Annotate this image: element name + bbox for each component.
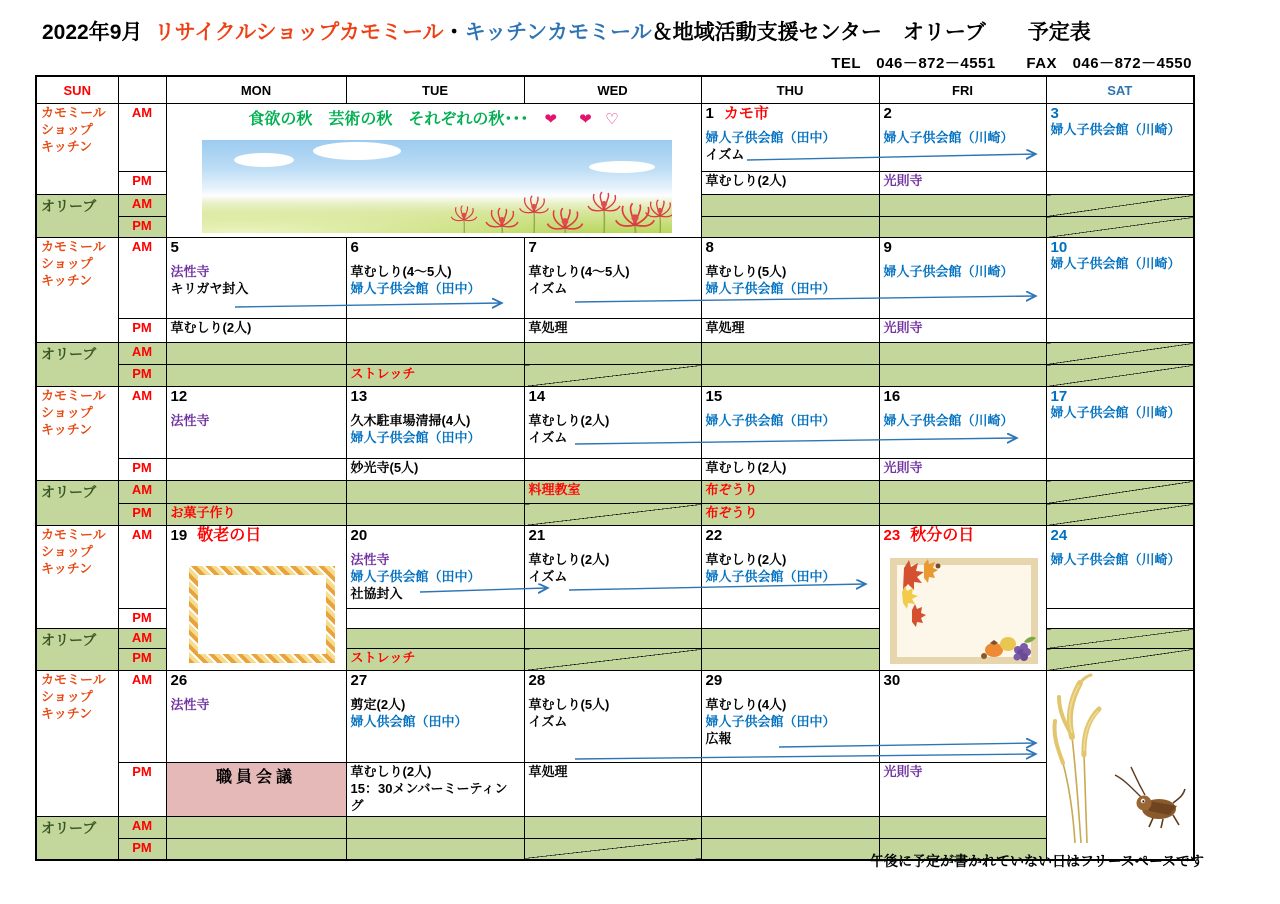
schedule-item: 久木駐車場清掃(4人): [350, 413, 471, 429]
footer-note: 午後に予定が書かれていない日はフリースペースです: [870, 853, 1205, 869]
week1-banner-cell: [166, 104, 701, 238]
schedule-item: 草処理: [705, 320, 745, 335]
olive-cell: [879, 504, 1046, 526]
cell-sep16-pm: [879, 459, 1046, 481]
olive-cell: [346, 343, 524, 365]
olive-cell: [346, 838, 524, 860]
date-label: [884, 527, 1042, 545]
schedule-item: 婦人子供会館（川崎）: [883, 130, 1014, 146]
harvest-frame-decoration: [189, 566, 335, 663]
olive-cell: [166, 838, 346, 860]
week3-am-row: [36, 387, 1194, 459]
date-number: 15: [705, 388, 723, 405]
page-title: [42, 16, 1091, 46]
olive-cell: [524, 816, 701, 838]
tel-number: TEL 046－872－4551: [831, 55, 996, 72]
date-number: 9: [883, 239, 892, 256]
period-pm: PM: [118, 172, 166, 195]
contact-line: [831, 52, 1192, 73]
date-number: 5: [170, 239, 179, 256]
cell-sep9-am: [879, 238, 1046, 319]
week4-am-row: [36, 526, 1194, 609]
schedule-item: 草処理: [528, 764, 568, 779]
week3-olive-am-row: [36, 481, 1194, 504]
schedule-item: 婦人子供会館（川崎）: [883, 264, 1014, 280]
olive-cell: [166, 816, 346, 838]
period-pm: PM: [118, 649, 166, 671]
label-line: カモミール: [41, 672, 106, 687]
cell-sep28-am: [524, 671, 701, 763]
label-line: キッチン: [41, 705, 93, 721]
schedule-item: キリガヤ封入: [170, 281, 249, 297]
olive-cell: [346, 629, 524, 649]
cell-sep13-pm: [346, 459, 524, 481]
header-blank: [118, 76, 166, 104]
date-number: 14: [528, 388, 546, 405]
olive-cell: [346, 816, 524, 838]
olive-cell: [701, 195, 879, 217]
cell-sep27-pm: [346, 763, 524, 817]
heart-outline-icon: ♡: [605, 111, 619, 128]
olive-cell: [701, 343, 879, 365]
olive-cell: [701, 217, 879, 238]
header-tue: TUE: [346, 76, 524, 104]
schedule-item: 草処理: [528, 320, 568, 335]
heart-icon: ❤ ❤: [544, 111, 601, 128]
cell-sep24-am: [1046, 526, 1194, 609]
label-line: キッチン: [41, 560, 93, 576]
schedule-item: 婦人子供会館（川崎）: [1050, 122, 1181, 138]
week5-olive-am-row: [36, 816, 1194, 838]
section-label-olive: オリーブ: [36, 343, 118, 387]
schedule-item: 婦人子供会館（川崎）: [1050, 405, 1181, 421]
cell-sep12-pm: [166, 459, 346, 481]
schedule-item: 布ぞうり: [705, 505, 758, 520]
olive-cell-closed: [1046, 365, 1194, 387]
section-label-olive: オリーブ: [36, 629, 118, 671]
cell-sep13-am: [346, 387, 524, 459]
label-line: カモミール: [41, 527, 106, 542]
schedule-item: ストレッチ: [350, 650, 416, 665]
date-number: 3: [1050, 105, 1059, 122]
olive-cell: [701, 481, 879, 504]
header-sat: SAT: [1046, 76, 1194, 104]
date-number: 29: [705, 672, 723, 689]
cell-sep24-pm: [1046, 609, 1194, 629]
schedule-item: 光則寺: [883, 320, 923, 335]
label-line: キッチン: [41, 421, 93, 437]
cell-sep12-am: [166, 387, 346, 459]
cell-sep30-am: [879, 671, 1046, 763]
cell-sep3-pm: [1046, 172, 1194, 195]
period-pm: PM: [118, 365, 166, 387]
olive-cell: [701, 838, 879, 860]
cell-sep7-pm: [524, 319, 701, 343]
olive-cell: [166, 343, 346, 365]
cell-sep20-pm: [346, 609, 524, 629]
olive-cell: [166, 504, 346, 526]
calendar-table: [35, 75, 1195, 861]
date-number: 23: [883, 527, 901, 544]
date-number: 6: [350, 239, 359, 256]
schedule-item: 法性寺: [170, 697, 210, 713]
label-line: ショップ: [41, 404, 93, 420]
cell-sep2-pm: [879, 172, 1046, 195]
cell-sep22-am: [701, 526, 879, 609]
cell-sep17-am: [1046, 387, 1194, 459]
schedule-item: 草むしり(2人): [170, 320, 252, 335]
schedule-item: 婦人子供会館（田中）: [705, 569, 836, 585]
cell-sep3-am: [1046, 104, 1194, 172]
schedule-item: 婦人子供会館（川崎）: [883, 413, 1014, 429]
olive-cell: [166, 481, 346, 504]
section-label-chamomile: [36, 238, 118, 343]
period-pm: PM: [118, 217, 166, 238]
header-thu: THU: [701, 76, 879, 104]
olive-cell-closed: [1046, 481, 1194, 504]
schedule-item: イズム: [528, 281, 568, 297]
date-number: 10: [1050, 239, 1068, 256]
period-am: AM: [118, 238, 166, 319]
period-am: AM: [118, 671, 166, 763]
autumn-fruits-frame-image: [890, 558, 1038, 664]
label-line: キッチン: [41, 138, 93, 154]
schedule-item: 婦人子供会館（田中）: [705, 130, 836, 146]
date-number: 28: [528, 672, 546, 689]
date-number: 17: [1050, 388, 1068, 405]
cell-sep1-am: [701, 104, 879, 172]
olive-cell-closed: [524, 838, 701, 860]
label-line: キッチン: [41, 272, 93, 288]
seasonal-banner: [167, 106, 701, 129]
date-number: 13: [350, 388, 368, 405]
schedule-item: 草むしり(4～5人): [350, 264, 452, 280]
weekday-header-row: [36, 76, 1194, 104]
schedule-item: 草むしり(2人): [528, 552, 610, 568]
label-line: ショップ: [41, 543, 93, 559]
label-line: ショップ: [41, 121, 93, 137]
pampas-grass-and-cricket-art: [1047, 671, 1193, 846]
cell-sep8-am: [701, 238, 879, 319]
header-wed: WED: [524, 76, 701, 104]
cell-sep29-pm: [701, 763, 879, 817]
period-pm: PM: [118, 609, 166, 629]
period-am: AM: [118, 481, 166, 504]
schedule-item: 婦人子供会館（川崎）: [1050, 552, 1181, 568]
cell-sep26-am: [166, 671, 346, 763]
period-am: AM: [118, 195, 166, 217]
cell-sep7-am: [524, 238, 701, 319]
section-label-olive: オリーブ: [36, 816, 118, 860]
schedule-item: 婦人供会館（田中）: [350, 714, 468, 730]
schedule-item: 草むしり(2人): [528, 413, 610, 429]
week2-pm-row: [36, 319, 1194, 343]
period-pm: PM: [118, 319, 166, 343]
schedule-item: 婦人子供会館（田中）: [350, 569, 481, 585]
date-number: 1: [705, 105, 714, 122]
header-mon: MON: [166, 76, 346, 104]
olive-cell: [346, 481, 524, 504]
cell-sep20-am: [346, 526, 524, 609]
cell-oct1-art: [1046, 671, 1194, 861]
olive-cell: [346, 504, 524, 526]
date-number: 30: [883, 672, 901, 689]
schedule-item: 婦人子供会館（田中）: [705, 413, 836, 429]
holiday-shuubun-label: 秋分の日: [910, 527, 975, 544]
header-fri: FRI: [879, 76, 1046, 104]
date-number: 19: [170, 527, 188, 544]
title-shop: リサイクルショップカモミール: [154, 21, 444, 44]
section-label-olive: オリーブ: [36, 195, 118, 238]
schedule-item: 草むしり(2人): [705, 173, 787, 188]
schedule-item: 草むしり(4人): [705, 697, 787, 713]
olive-cell: [879, 343, 1046, 365]
olive-cell: [524, 343, 701, 365]
cell-sep9-pm: [879, 319, 1046, 343]
olive-cell-closed: [1046, 343, 1194, 365]
schedule-item: 布ぞうり: [705, 482, 758, 497]
schedule-item: 草むしり(4～5人): [528, 264, 630, 280]
week3-pm-row: [36, 459, 1194, 481]
section-label-chamomile: [36, 671, 118, 817]
schedule-item: 光則寺: [883, 173, 923, 188]
period-pm: PM: [118, 838, 166, 860]
schedule-item: 婦人子供会館（川崎）: [1050, 256, 1181, 272]
schedule-item: 婦人子供会館（田中）: [350, 430, 481, 446]
cell-sep15-pm: [701, 459, 879, 481]
date-label: [171, 527, 342, 545]
schedule-item: イズム: [705, 147, 745, 163]
cricket-icon: [1115, 767, 1185, 828]
schedule-item: 料理教室: [528, 482, 581, 497]
date-number: 2: [883, 105, 892, 122]
title-separator: ・: [443, 21, 465, 44]
period-pm: PM: [118, 763, 166, 817]
week2-olive-pm-row: [36, 365, 1194, 387]
schedule-item: 婦人子供会館（田中）: [350, 281, 481, 297]
schedule-item: 草むしり(2人): [350, 764, 432, 779]
date-number: 12: [170, 388, 188, 405]
week1-am-row: [36, 104, 1194, 172]
cell-sep6-pm: [346, 319, 524, 343]
olive-cell: [346, 649, 524, 671]
olive-cell-closed: [1046, 195, 1194, 217]
schedule-item: 法性寺: [170, 264, 210, 280]
period-am: AM: [118, 104, 166, 172]
schedule-item: ストレッチ: [350, 366, 416, 381]
olive-cell: [701, 649, 879, 671]
period-pm: PM: [118, 504, 166, 526]
olive-cell: [524, 629, 701, 649]
olive-cell: [166, 365, 346, 387]
week5-am-row: [36, 671, 1194, 763]
period-am: AM: [118, 816, 166, 838]
cell-sep21-am: [524, 526, 701, 609]
schedule-item: 職員会議: [215, 769, 296, 786]
period-am: AM: [118, 629, 166, 649]
schedule-item: 広報: [705, 731, 732, 747]
label-line: カモミール: [41, 388, 106, 403]
schedule-item: 15：30メンバーミーティング: [350, 780, 508, 813]
schedule-item: 剪定(2人): [350, 697, 406, 713]
date-number: 20: [350, 527, 368, 544]
week5-pm-row: [36, 763, 1194, 817]
cell-sep19-holiday: [166, 526, 346, 671]
autumn-leaves-fruits-art: [890, 558, 1038, 664]
event-kamoichi: カモ市: [723, 105, 769, 122]
schedule-item: 草むしり(2人): [705, 552, 787, 568]
cell-sep2-am: [879, 104, 1046, 172]
date-number: 7: [528, 239, 537, 256]
period-am: AM: [118, 526, 166, 609]
cell-sep30-pm: [879, 763, 1046, 817]
olive-cell: [879, 195, 1046, 217]
schedule-item: 法性寺: [170, 413, 210, 429]
title-month: 2022年9月: [42, 21, 143, 44]
holiday-keirou-label: 敬老の日: [197, 527, 262, 544]
label-line: ショップ: [41, 255, 93, 271]
olive-cell: [701, 629, 879, 649]
schedule-item: 光則寺: [883, 460, 923, 475]
olive-cell: [701, 816, 879, 838]
header-sun: SUN: [36, 76, 118, 104]
fruit-cluster: [981, 637, 1036, 661]
olive-cell-closed: [524, 649, 701, 671]
date-number: 26: [170, 672, 188, 689]
olive-cell-closed: [1046, 217, 1194, 238]
cell-sep29-am: [701, 671, 879, 763]
cell-sep27-am: [346, 671, 524, 763]
schedule-item: イズム: [528, 714, 568, 730]
schedule-item: 婦人子供会館（田中）: [705, 714, 836, 730]
cell-sep14-pm: [524, 459, 701, 481]
date-number: 16: [883, 388, 901, 405]
olive-cell: [879, 816, 1046, 838]
date-number: 27: [350, 672, 368, 689]
schedule-item: 妙光寺(5人): [350, 460, 419, 475]
week3-olive-pm-row: [36, 504, 1194, 526]
cell-sep17-pm: [1046, 459, 1194, 481]
fax-number: FAX 046－872－4550: [1026, 55, 1192, 72]
label-line: カモミール: [41, 239, 106, 254]
section-label-chamomile: [36, 104, 118, 195]
cell-sep22-pm: [701, 609, 879, 629]
label-line: ショップ: [41, 688, 93, 704]
cell-sep10-pm: [1046, 319, 1194, 343]
cell-sep5-pm: [166, 319, 346, 343]
week2-olive-am-row: [36, 343, 1194, 365]
olive-cell: [879, 481, 1046, 504]
cell-sep28-pm: [524, 763, 701, 817]
date-number: 24: [1050, 527, 1068, 544]
schedule-item: イズム: [528, 569, 568, 585]
section-label-olive: オリーブ: [36, 481, 118, 526]
spider-lily-field-art: [202, 140, 672, 233]
schedule-item: 光則寺: [883, 764, 923, 779]
olive-cell: [879, 365, 1046, 387]
cell-sep5-am: [166, 238, 346, 319]
olive-cell-closed: [524, 365, 701, 387]
date-number: 22: [705, 527, 723, 544]
title-rest: ＆地域活動支援センター オリーブ 予定表: [651, 21, 1091, 44]
cell-sep10-am: [1046, 238, 1194, 319]
cell-sep6-am: [346, 238, 524, 319]
period-am: AM: [118, 343, 166, 365]
olive-cell: [879, 217, 1046, 238]
autumn-landscape-image: [202, 140, 672, 233]
schedule-item: 婦人子供会館（田中）: [705, 281, 836, 297]
olive-cell-closed: [524, 504, 701, 526]
title-kitchen: キッチンカモミール: [464, 21, 652, 44]
olive-cell: [346, 365, 524, 387]
label-line: カモミール: [41, 105, 106, 120]
schedule-item: 法性寺: [350, 552, 390, 568]
cell-sep15-am: [701, 387, 879, 459]
week2-am-row: [36, 238, 1194, 319]
banner-text: 食欲の秋 芸術の秋 それぞれの秋･･･: [248, 111, 529, 128]
date-label: [706, 105, 875, 122]
schedule-item: 社協封入: [350, 586, 403, 602]
cell-sep23-holiday: [879, 526, 1046, 671]
schedule-item: イズム: [528, 430, 568, 446]
cell-sep1-pm: [701, 172, 879, 195]
section-label-chamomile: [36, 526, 118, 629]
schedule-item: 草むしり(5人): [705, 264, 787, 280]
date-number: 21: [528, 527, 546, 544]
olive-cell-closed: [1046, 649, 1194, 671]
cell-sep16-am: [879, 387, 1046, 459]
cell-sep14-am: [524, 387, 701, 459]
schedule-item: お菓子作り: [170, 505, 236, 520]
olive-cell-closed: [1046, 504, 1194, 526]
olive-cell: [701, 504, 879, 526]
olive-cell: [701, 365, 879, 387]
period-pm: PM: [118, 459, 166, 481]
olive-cell-closed: [1046, 629, 1194, 649]
schedule-item: 草むしり(5人): [528, 697, 610, 713]
section-label-chamomile: [36, 387, 118, 481]
date-number: 8: [705, 239, 714, 256]
cell-sep21-pm: [524, 609, 701, 629]
period-am: AM: [118, 387, 166, 459]
olive-cell: [524, 481, 701, 504]
cell-sep8-pm: [701, 319, 879, 343]
staff-meeting-cell: [166, 763, 346, 817]
schedule-item: 草むしり(2人): [705, 460, 787, 475]
